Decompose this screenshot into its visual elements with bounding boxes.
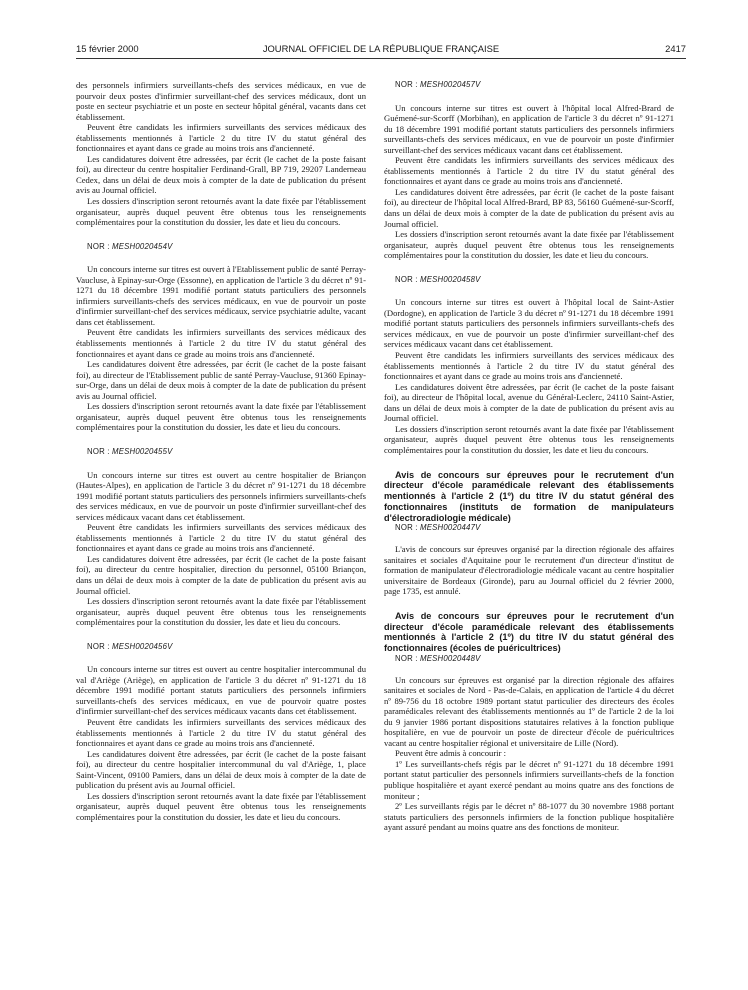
nor-label: NOR : [395,523,418,533]
paragraph: L'avis de concours sur épreuves organisé par la direction régionale des affaires sanitaires et sociales d'Aquitaine pour le recrutement d'un directeur d'institut de formation de manipulateur d'électroradiologie médicale vacant au centre hospitalier universitaire de Bordeaux (Gironde), paru au Journal officiel du 2 février 2000, page 1735, est annulé. [384,544,674,597]
paragraph: Peuvent être candidats les infirmiers surveillants des services médicaux des établissements mentionnés à l'article 2 du titre IV du statut général des fonctionnaires et ayant dans ce grade au moins trois ans d'ancienneté. [384,350,674,382]
paragraph: Les candidatures doivent être adressées, par écrit (le cachet de la poste faisant foi), au directeur du centre hospitalier intercommunal du val d'Ariège, 1, place Saint-Vincent, 09100 Pamiers, dans un délai de deux mois à compter de la date de publication du présent avis au Journal officiel. [76,748,366,791]
paragraph: Les dossiers d'inscription seront retournés avant la date fixée par l'établissement organisateur, auprès duquel peuvent être obtenus tous les renseignements complémentaires pour la constitution du dossier, les date et lieu du concours. [384,229,674,261]
section-heading: Avis de concours sur épreuves pour le recrutement d'un directeur d'école paramédicale relevant des établissements mentionnés à l'article 2 (1º) du titre IV du statut général des fonctionnaires (écoles de puéricultrices) [384,610,674,654]
paragraph: Un concours interne sur titres est ouvert à l'hôpital local Alfred-Brard de Guémené-sur-Scorff (Morbihan), en application de l'article 3 du décret nº 91-1271 du 18 décembre 1991 modifié portant statuts particuliers des personnels infirmiers surveillants-chefs des services médicaux, en vue de pourvoir un poste d'infirmier surveillant-chef des services médicaux vacant dans cet établissement. [384,102,674,155]
nor-label: NOR : [395,80,418,89]
nor-reference [384,654,674,665]
paragraph: Les candidatures doivent être adressées, par écrit (le cachet de la poste faisant foi), au directeur du centre hospitalier, direction du personnel, 05100 Briançon, dans un délai de deux mois à compter de la date de publication du présent avis au Journal officiel. [76,553,366,596]
left-column [76,80,366,822]
right-column [384,80,674,833]
paragraph: Peuvent être candidats les infirmiers surveillants des services médicaux des établissements mentionnés à l'article 2 du titre IV du statut général des fonctionnaires et ayant dans ce grade au moins trois ans d'ancienneté. [76,522,366,554]
nor-reference [76,642,366,653]
nor-code: MESH0020455V [112,446,173,456]
paragraph: Peuvent être candidats les infirmiers surveillants des services médicaux des établissements mentionnés à l'article 2 du titre IV du statut général des fonctionnaires et ayant dans ce grade au moins trois ans d'ancienneté. [384,155,674,187]
nor-code: MESH0020458V [420,274,481,284]
nor-code: MESH0020456V [112,641,173,651]
nor-label: NOR : [87,241,110,251]
nor-code: MESH0020447V [420,523,481,533]
nor-reference [76,242,366,253]
paragraph: Peuvent être candidats les infirmiers surveillants des services médicaux des établissements mentionnés à l'article 2 du titre IV du statut général des fonctionnaires et ayant dans ce grade au moins trois ans d'ancienneté. [76,122,366,154]
paragraph: Peuvent être candidats les infirmiers surveillants des services médicaux des établissements mentionnés à l'article 2 du titre IV du statut général des fonctionnaires et ayant dans ce grade au moins trois ans d'ancienneté. [76,327,366,359]
paragraph: Les dossiers d'inscription seront retournés avant la date fixée par l'établissement organisateur, auprès duquel peuvent être obtenus tous les renseignements complémentaires pour la constitution du dossier, les date et lieu du concours. [76,196,366,228]
paragraph: Les candidatures doivent être adressées, par écrit (le cachet de la poste faisant foi), au directeur de l'hôpital local Alfred-Brard, BP 83, 56160 Guémené-sur-Scorff, dans un délai de deux mois à compter de la date de publication du présent avis au Journal officiel. [384,186,674,229]
page-number: 2417 [665,43,686,54]
paragraph: Peuvent être admis à concourir : [395,748,506,759]
nor-code: MESH0020457V [420,80,481,89]
nor-code: MESH0020448V [420,653,481,663]
paragraph: Un concours interne sur titres est ouvert au centre hospitalier intercommunal du val d'Ariège (Ariège), en application de l'article 3 du décret nº 91-1271 du 18 décembre 1991 modifié portant statuts particuliers des personnels infirmiers surveillants-chefs des services médicaux, en vue de pourvoir quatre postes d'infirmier surveillant-chef des services médicaux vacants dans cet établissement. [76,664,366,717]
page-header [76,43,686,57]
nor-label: NOR : [87,446,110,456]
paragraph: Les dossiers d'inscription seront retournés avant la date fixée par l'établissement organisateur, auprès duquel peuvent être obtenus tous les renseignements complémentaires pour la constitution du dossier, les date et lieu du concours. [76,596,366,628]
paragraph: Les dossiers d'inscription seront retournés avant la date fixée par l'établissement organisateur, auprès duquel peuvent être obtenus tous les renseignements complémentaires pour la constitution du dossier, les date et lieu du concours. [76,401,366,433]
paragraph: Un concours interne sur titres est ouvert au centre hospitalier de Briançon (Hautes-Alpes), en application de l'article 3 du décret nº 91-1271 du 18 décembre 1991 modifié portant statuts particuliers des personnels infirmiers surveillants-chefs des services médicaux, en vue de pourvoir un poste d'infirmier surveillant-chef des services médicaux vacant dans cet établissement. [76,469,366,522]
nor-label: NOR : [395,274,418,284]
nor-code: MESH0020454V [112,241,173,251]
paragraph: Les dossiers d'inscription seront retournés avant la date fixée par l'établissement organisateur, auprès duquel peuvent être obtenus tous les renseignements complémentaires pour la constitution du dossier, les date et lieu du concours. [76,790,366,822]
paragraph: 2º Les surveillants régis par le décret nº 88-1077 du 30 novembre 1988 portant statuts particuliers des personnels infirmiers de la fonction publique hospitalière ayant assuré pendant au moins quatre ans des fonctions de moniteur. [384,801,674,833]
paragraph: Un concours interne sur titres est ouvert à l'Etablissement public de santé Perray-Vaucluse, à Epinay-sur-Orge (Essonne), en application de l'article 3 du décret nº 91-1271 du 18 décembre 1991 modifié portant statuts particuliers des personnels infirmiers surveillants-chefs des services médicaux, en vue de pourvoir un poste d'infirmier surveillant-chef des services médicaux, service psychiatrie adulte, vacant dans cet établissement. [76,264,366,327]
paragraph: Les candidatures doivent être adressées, par écrit (le cachet de la poste faisant foi), au directeur de l'hôpital local, avenue du Général-Leclerc, 24110 Saint-Astier, dans un délai de deux mois à compter de la date de publication du présent avis au Journal officiel. [384,381,674,424]
paragraph: des personnels infirmiers surveillants-chefs des services médicaux, en vue de pourvoir deux postes d'infirmier surveillant-chef des services médicaux, dont un poste en secteur psychiatrie et un poste en secteur hôpital général, vacants dans cet établissement. [76,80,366,122]
paragraph: Les candidatures doivent être adressées, par écrit (le cachet de la poste faisant foi), au directeur du centre hospitalier Ferdinand-Grall, BP 719, 29207 Landerneau Cedex, dans un délai de deux mois à compter de la date de publication du présent avis au Journal officiel. [76,153,366,196]
journal-title: JOURNAL OFFICIEL DE LA RÉPUBLIQUE FRANÇAISE [262,43,500,54]
nor-reference [384,80,674,91]
nor-label: NOR : [87,641,110,651]
paragraph: Les dossiers d'inscription seront retournés avant la date fixée par l'établissement organisateur, auprès duquel peuvent être obtenus tous les renseignements complémentaires pour la constitution du dossier, les date et lieu du concours. [384,423,674,455]
nor-reference [76,447,366,458]
issue-date: 15 février 2000 [76,43,139,54]
paragraph: Les candidatures doivent être adressées, par écrit (le cachet de la poste faisant foi), au directeur de l'Etablissement public de santé Perray-Vaucluse, 91360 Epinay-sur-Orge, dans un délai de deux mois à compter de la date de publication du présent avis au Journal officiel. [76,359,366,401]
header-rule [76,58,686,59]
nor-label: NOR : [395,653,418,663]
paragraph: Un concours interne sur titres est ouvert à l'hôpital local de Saint-Astier (Dordogne), en application de l'article 3 du décret nº 91-1271 du 18 décembre 1991 modifié portant statuts particuliers des personnels infirmiers surveillants-chefs des services médicaux, en vue de pourvoir un poste d'infirmier surveillant-chef des services médicaux vacant dans cet établissement. [384,297,674,350]
section-heading: Avis de concours sur épreuves pour le recrutement d'un directeur d'école paramédicale relevant des établissements mentionnés à l'article 2 (1º) du titre IV du statut général des fonctionnaires (instituts de formation de manipulateurs d'électroradiologie médicale) [384,469,674,523]
paragraph: 1º Les surveillants-chefs régis par le décret nº 91-1271 du 18 décembre 1991 portant statut particulier des personnels infirmiers surveillants-chefs de la fonction publique hospitalière et ayant exercé pendant au moins quatre ans des fonctions de moniteur ; [384,758,674,801]
paragraph: Peuvent être candidats les infirmiers surveillants des services médicaux des établissements mentionnés à l'article 2 du titre IV du statut général des fonctionnaires et ayant dans ce grade au moins trois ans d'ancienneté. [76,716,366,749]
nor-reference [384,275,674,286]
paragraph: Un concours sur épreuves est organisé par la direction régionale des affaires sanitaires et sociales de Nord - Pas-de-Calais, en application de l'article 4 du décret nº 89-756 du 18 octobre 1989 portant statut particulier des directeurs des écoles paramédicales relevant des établissements mentionnés au 1º de l'article 2 de la loi du 9 janvier 1986 portant dispositions statutaires relatives à la fonction publique hospitalière, en vue de pourvoir un poste de directeur d'école de puéricultrices vacant au centre hospitalier régional et universitaire de Lille (Nord). [384,674,674,748]
nor-reference [384,523,674,534]
